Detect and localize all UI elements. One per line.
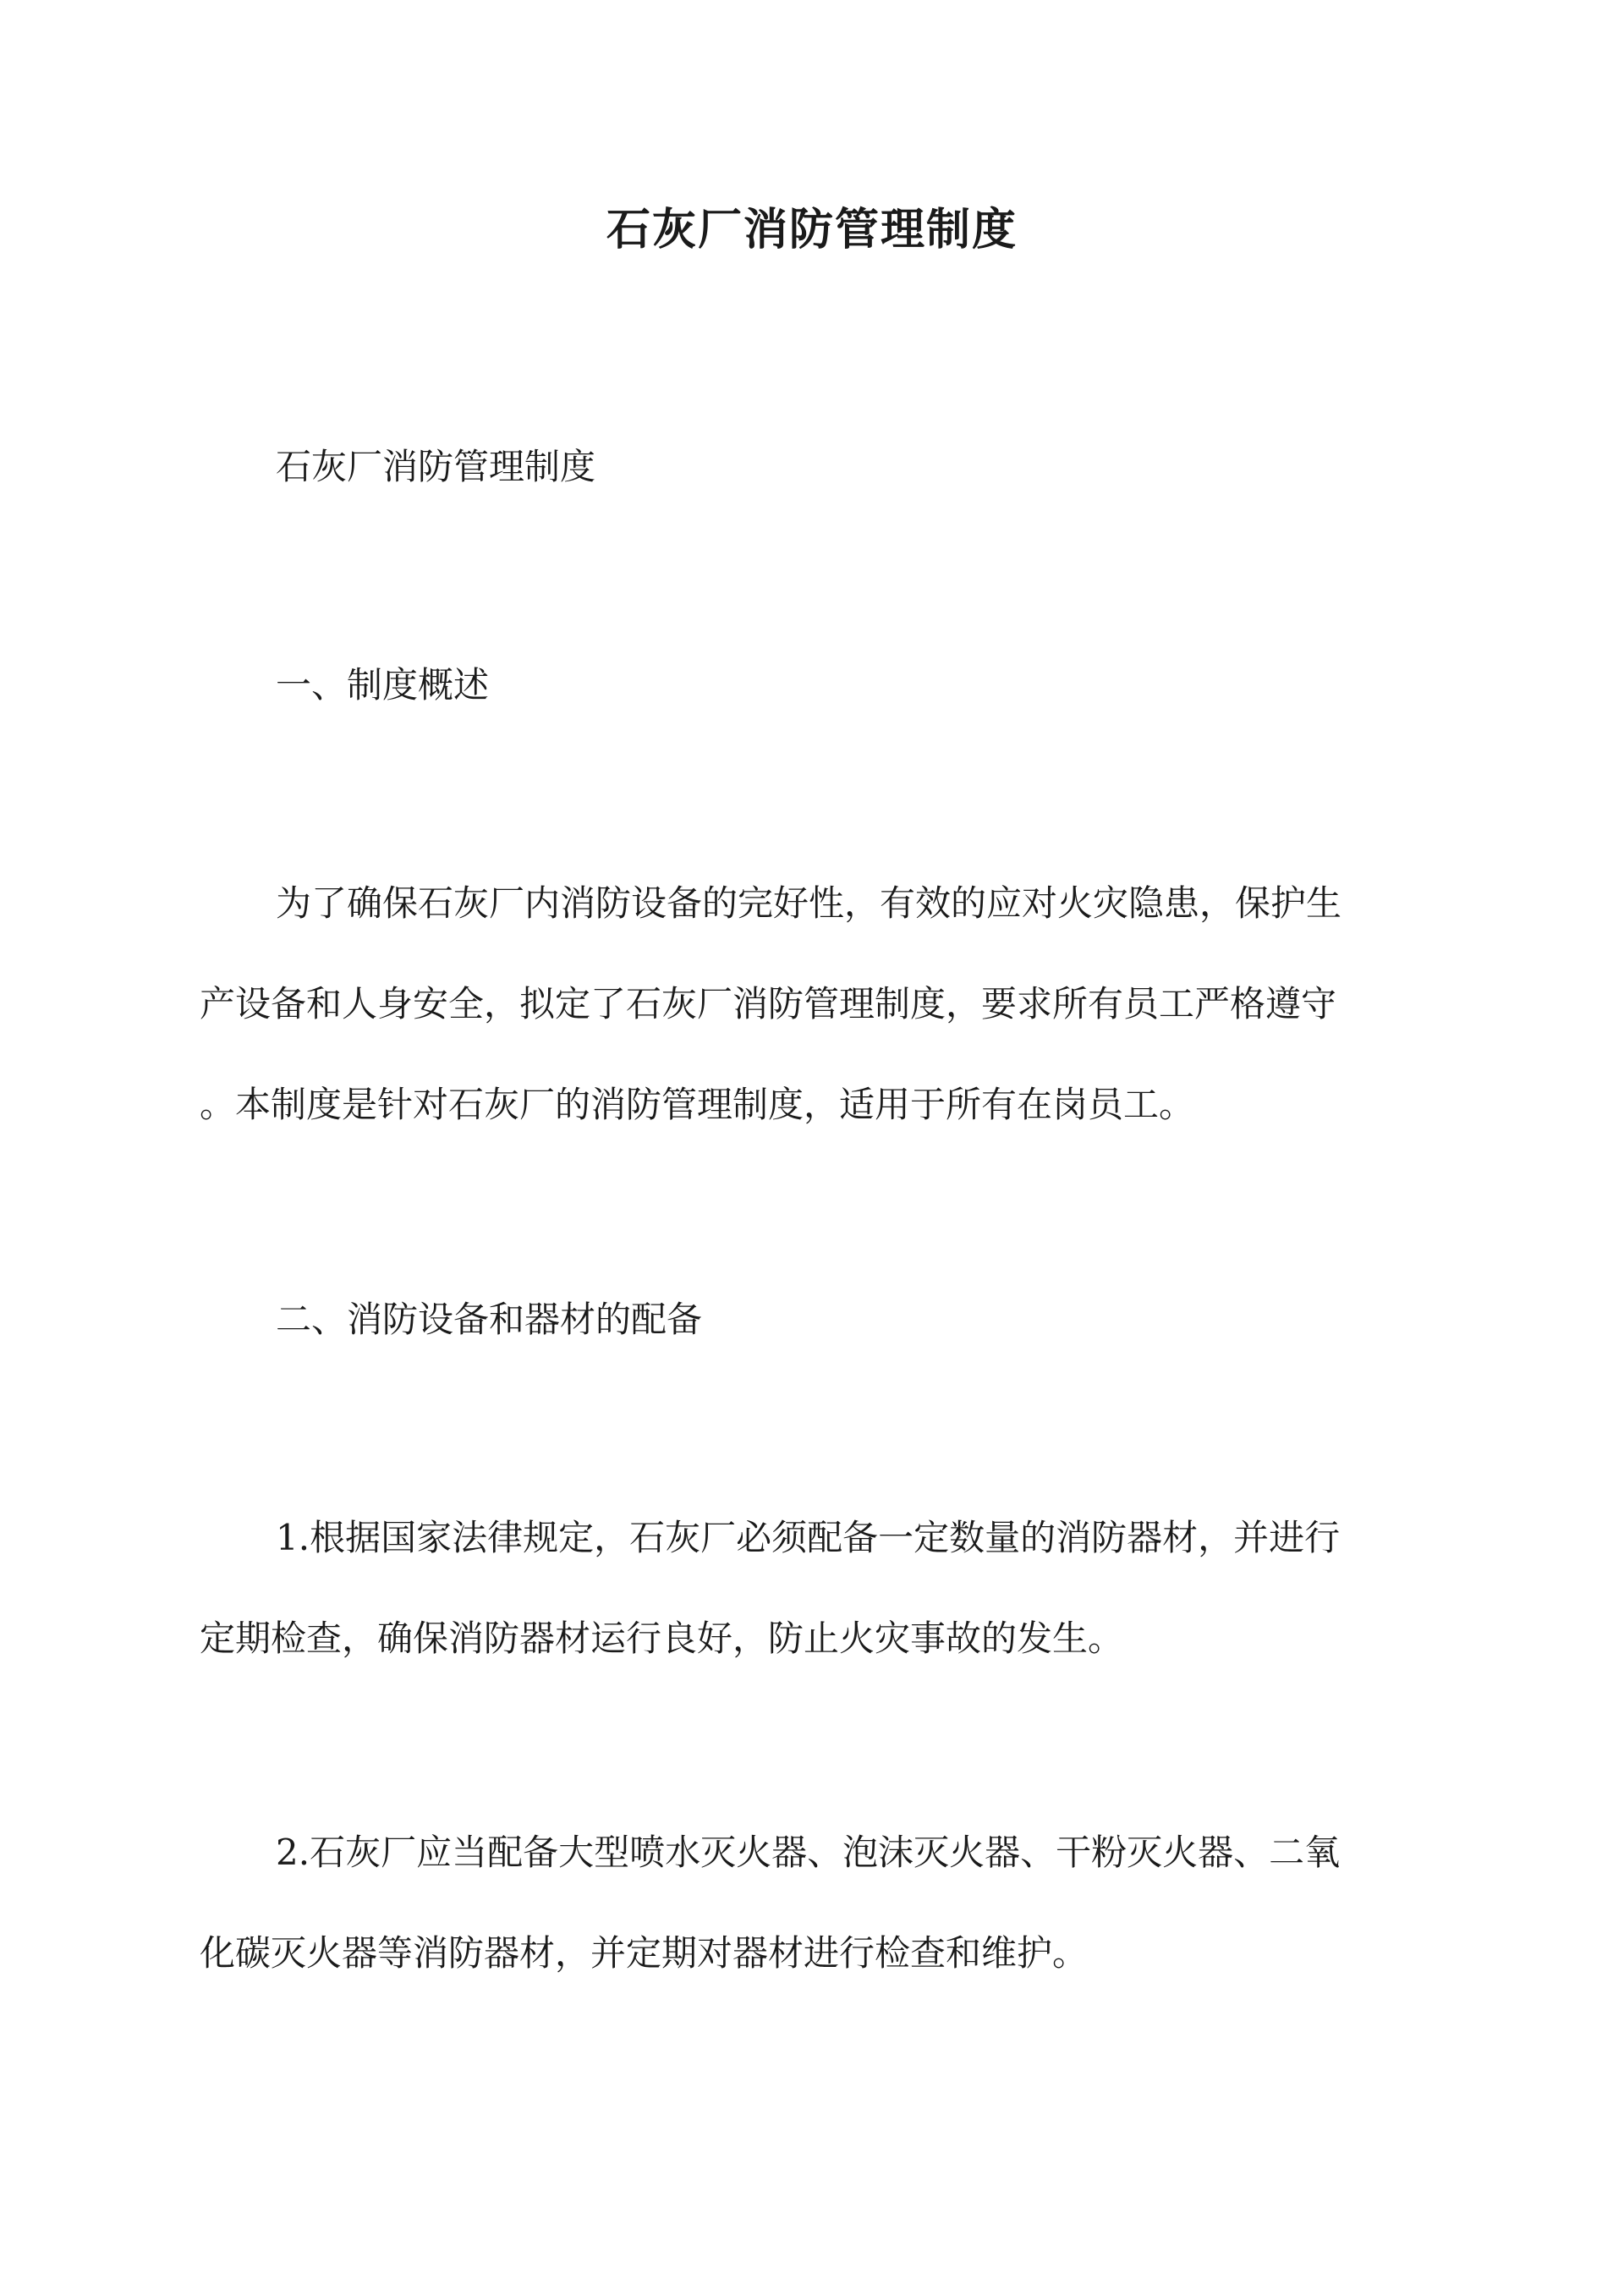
document-title: 石灰厂消防管理制度 xyxy=(606,204,1018,255)
paragraph-line: 。本制度是针对石灰厂的消防管理制度，适用于所有在岗员工。 xyxy=(200,1084,1195,1125)
paragraph-line: 定期检查，确保消防器材运行良好，防止火灾事故的发生。 xyxy=(200,1618,1124,1659)
paragraph-line: 2.石灰厂应当配备大型喷水灭火器、泡沫灭火器、干粉灭火器、二氧 xyxy=(276,1832,1341,1873)
paragraph-line: 为了确保石灰厂内消防设备的完好性，有效的应对火灾隐患，保护生 xyxy=(276,882,1342,924)
paragraph-line: 1.根据国家法律规定，石灰厂必须配备一定数量的消防器材，并进行 xyxy=(276,1517,1341,1558)
paragraph-line: 产设备和人身安全，拟定了石灰厂消防管理制度，要求所有员工严格遵守 xyxy=(200,983,1337,1024)
paragraph-line: 化碳灭火器等消防器材，并定期对器材进行检查和维护。 xyxy=(200,1932,1089,1974)
document-subtitle: 石灰厂消防管理制度 xyxy=(276,446,596,487)
section-1-heading: 一、制度概述 xyxy=(276,664,490,706)
section-2-heading: 二、消防设备和器材的配备 xyxy=(276,1299,703,1340)
